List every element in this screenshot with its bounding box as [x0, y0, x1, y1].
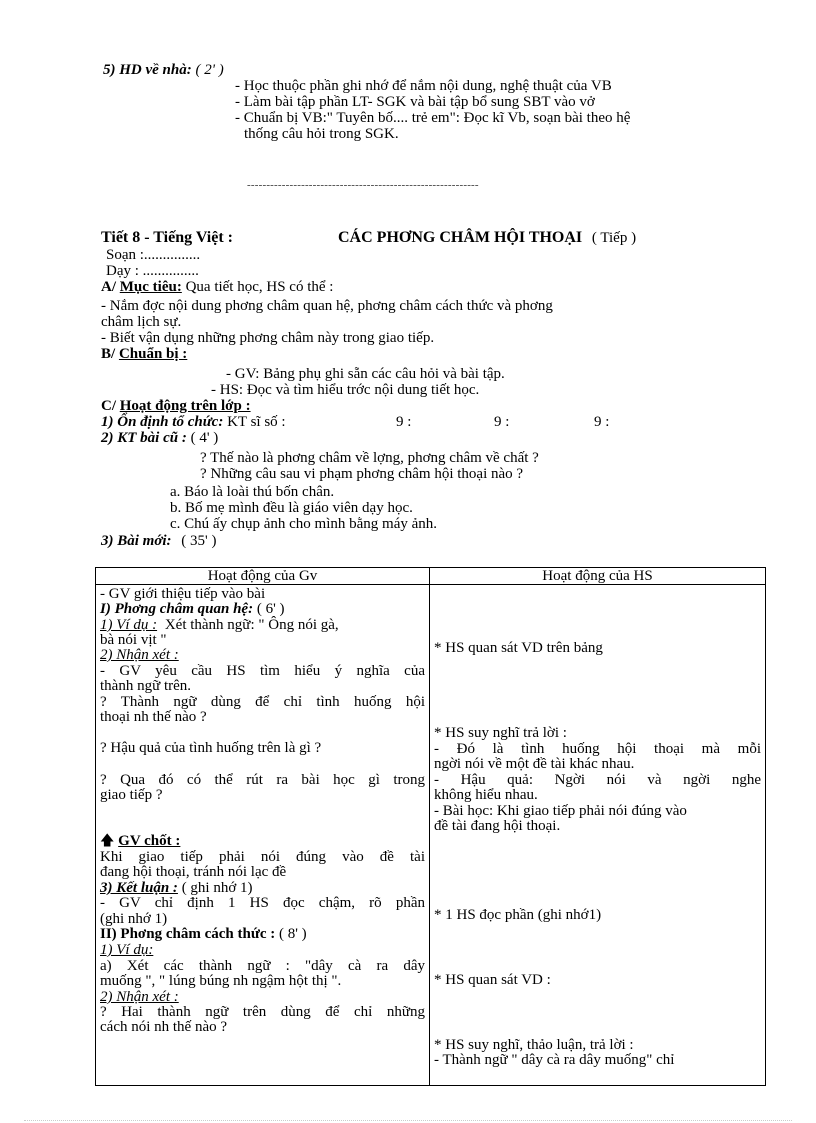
hs-line: * HS suy nghĩ trả lời :: [434, 725, 567, 741]
gv-question: ? Qua đó có thể rút ra bài học gì trong: [100, 772, 425, 788]
table-row: [96, 585, 766, 1086]
section-c-title: Hoạt động trên lớp :: [119, 398, 251, 414]
hd-time: ( 2' ): [195, 62, 224, 78]
hs-cell: [430, 585, 766, 1086]
section-b-title: Chuẩn bị :: [118, 346, 188, 362]
gv-nx-label: 2) Nhận xét :: [100, 647, 179, 663]
activity-table: [95, 567, 766, 1086]
section-b-line: - HS: Đọc và tìm hiểu trớc nội dung tiết học.: [211, 382, 480, 398]
c1-heading: 1) Ổn định tổ chức:: [101, 414, 224, 430]
gv-s1-time: ( 6' ): [256, 601, 285, 617]
gv-vd-text: bà nói vịt ": [100, 632, 167, 648]
c1-text: KT sĩ số :: [227, 414, 286, 430]
hd-heading: 5) HD về nhà:: [103, 62, 192, 78]
section-c-heading: [101, 398, 251, 414]
c2-time: ( 4' ): [190, 430, 219, 446]
hs-line: ngời nói về một đề tài khác nhau.: [434, 756, 635, 772]
gv-s2-heading: II) Phơng châm cách thức :: [100, 926, 276, 942]
day-line: Dạy : ...............: [106, 263, 199, 279]
c2-option: a. Báo là loài thú bốn chân.: [170, 484, 335, 500]
c3-heading: 3) Bài mới:: [101, 533, 172, 549]
hd-item: - Chuẩn bị VB:" Tuyên bố.... trẻ em": Đọc kĩ Vb, soạn bài theo hệ: [235, 110, 631, 126]
soan-line: Soạn :...............: [106, 247, 201, 263]
header-hs: Hoạt động của HS: [430, 568, 766, 585]
gv-question: ? Hậu quả của tình huống trên là gì ?: [100, 740, 322, 756]
lesson-title-line: [338, 230, 636, 246]
gv-vd-label: 1) Ví dụ :: [100, 617, 158, 633]
hd-heading-line: [103, 62, 224, 78]
c2-question: ? Những câu sau vi phạm phơng châm hội thoại nào ?: [200, 466, 524, 482]
gv-question: thoại nh thế nào ?: [100, 709, 207, 725]
gv-line: - GV chỉ định 1 HS đọc chậm, rõ phần: [100, 895, 425, 911]
section-b-line: - GV: Bảng phụ ghi sẵn các câu hỏi và bài tập.: [226, 366, 505, 382]
section-b-label: B/: [101, 346, 116, 362]
gv-chot-line: [100, 834, 425, 849]
gv-question: cách nói nh thế nào ?: [100, 1019, 228, 1035]
gv-line: (ghi nhớ 1): [100, 911, 168, 927]
gv-line: đang hội thoại, tránh nói lạc đề: [100, 864, 287, 880]
class-count: 9 :: [594, 414, 610, 430]
gv-nx2-label: 2) Nhận xét :: [100, 989, 179, 1005]
up-arrow-icon: 🡅: [100, 834, 115, 849]
c1-line: [101, 414, 286, 430]
c3-time: ( 35' ): [181, 533, 217, 549]
section-a-line: châm lịch sự.: [101, 314, 182, 330]
hs-line: - Thành ngữ " dây cà ra dây muống" chỉ: [434, 1052, 675, 1068]
c2-option: c. Chú ấy chụp ảnh cho mình bằng máy ảnh.: [170, 516, 438, 532]
header-gv: Hoạt động của Gv: [96, 568, 430, 585]
table-header-row: [96, 568, 766, 585]
gv-s1-line: [100, 602, 425, 616]
gv-line: thành ngữ trên.: [100, 678, 192, 694]
section-a-heading: [101, 279, 333, 295]
c2-option: b. Bố mẹ mình đều là giáo viên dạy học.: [170, 500, 413, 516]
gv-line: muống ", " lúng búng nh ngậm hột thị ".: [100, 973, 342, 989]
gv-kl-text: ( ghi nhớ 1): [181, 880, 253, 896]
hs-line: đề tài đang hội thoại.: [434, 818, 561, 834]
c2-line: [101, 430, 218, 446]
hs-line: * HS quan sát VD :: [434, 972, 551, 988]
section-a-title: Mục tiêu:: [119, 279, 182, 295]
gv-vd2-label: 1) Ví dụ:: [100, 942, 154, 958]
gv-chot-label: GV chốt :: [118, 833, 181, 849]
gv-question: ? Hai thành ngữ trên dùng để chỉ những: [100, 1004, 425, 1020]
hs-line: - Bài học: Khi giao tiếp phải nói đúng vào: [434, 803, 687, 819]
c2-question: ? Thế nào là phơng châm về lợng, phơng châm về chất ?: [200, 450, 539, 466]
class-count: 9 :: [396, 414, 412, 430]
section-b-heading: [101, 346, 187, 362]
gv-vd-text: Xét thành ngữ: " Ông nói gà,: [164, 617, 339, 633]
hs-line: * 1 HS đọc phần (ghi nhớ1): [434, 907, 602, 923]
hd-item: - Làm bài tập phần LT- SGK và bài tập bổ sung SBT vào vở: [235, 94, 595, 110]
gv-kl-line: [100, 881, 425, 895]
hd-item: thống câu hỏi trong SGK.: [244, 126, 399, 142]
gv-s2-line: [100, 927, 425, 941]
lesson-title: CÁC PHƠNG CHÂM HỘI THOẠI: [338, 229, 583, 246]
gv-line: a) Xét các thành ngữ : "dây cà ra dây: [100, 958, 425, 974]
section-divider: ------------------------------------------------------------: [247, 179, 479, 191]
c2-heading: 2) KT bài cũ :: [101, 430, 187, 446]
hs-line: * HS quan sát VD trên bảng: [434, 640, 603, 656]
gv-s2-time: ( 8' ): [278, 926, 307, 942]
lesson-title-tail: ( Tiếp ): [591, 230, 637, 246]
gv-cell: [96, 585, 430, 1086]
hs-line: không hiểu nhau.: [434, 787, 538, 803]
class-count: 9 :: [494, 414, 510, 430]
c3-line: [101, 533, 217, 549]
section-c-label: C/: [101, 398, 116, 414]
lesson-tiet: Tiết 8 - Tiếng Việt :: [101, 229, 233, 246]
hd-item: - Học thuộc phần ghi nhớ để nắm nội dung, nghệ thuật của VB: [235, 78, 612, 94]
gv-intro: - GV giới thiệu tiếp vào bài: [100, 586, 266, 602]
hs-line: * HS suy nghĩ, thảo luận, trả lời :: [434, 1037, 634, 1053]
gv-question: ? Thành ngữ dùng để chỉ tình huống hội: [100, 694, 425, 710]
gv-line: - GV yêu cầu HS tìm hiểu ý nghĩa của: [100, 663, 425, 679]
section-a-intro: Qua tiết học, HS có thể :: [185, 279, 334, 295]
section-a-label: A/: [101, 279, 116, 295]
section-a-line: - Biết vận dụng những phơng châm này trong giao tiếp.: [101, 330, 435, 346]
hs-line: - Hậu quả: Ngời nói và ngời nghe: [434, 772, 761, 788]
gv-line: Khi giao tiếp phải nói đúng vào đề tài: [100, 849, 425, 865]
gv-s1-heading: I) Phơng châm quan hệ:: [100, 601, 254, 617]
hs-line: - Đó là tình huống hội thoại mà mỗi: [434, 741, 761, 757]
gv-question: giao tiếp ?: [100, 787, 163, 803]
gv-vd-line: [100, 618, 425, 632]
section-a-line: - Nắm đợc nội dung phơng châm quan hệ, phơng châm cách thức và phơng: [101, 298, 553, 314]
page-footer-rule: [24, 1120, 792, 1121]
gv-kl-label: 3) Kết luận :: [100, 880, 178, 896]
